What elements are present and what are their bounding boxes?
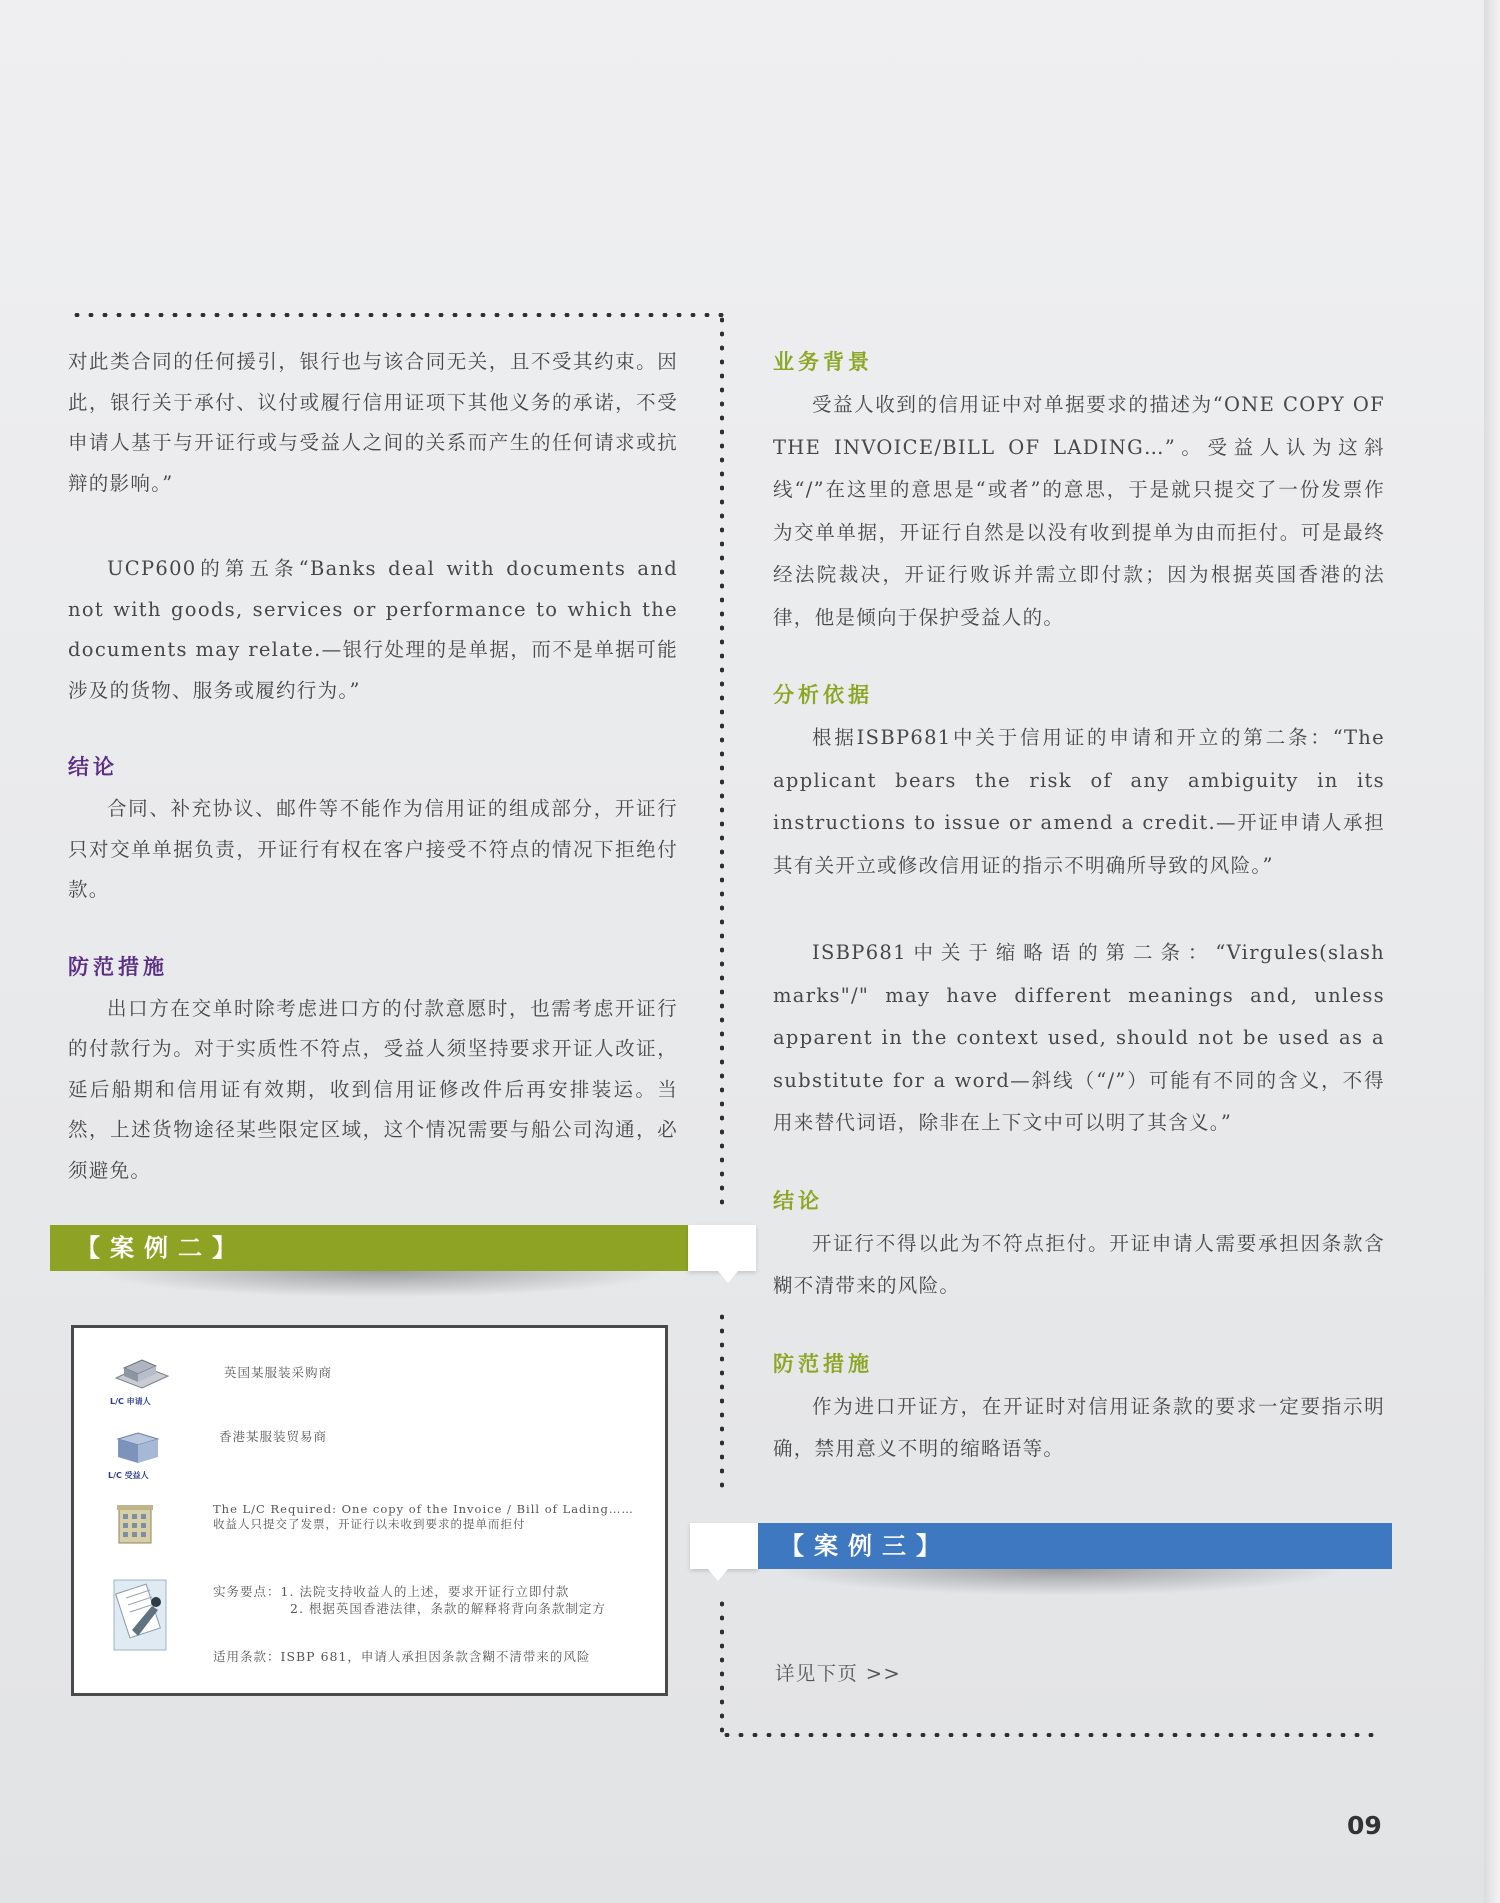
applicant-building-icon xyxy=(112,1356,170,1390)
case-three-banner-shadow xyxy=(780,1569,1340,1595)
case-two-banner: 【案例二】 xyxy=(50,1225,688,1271)
left-paragraph-1: 对此类合同的任何援引，银行也与该合同无关，且不受其约束。因此，银行关于承付、议付或履行信用证项下其他义务的承诺，不受申请人基于与开证行或与受益人之间的关系而产生的任何请求或抗辩的影响。” xyxy=(68,350,678,495)
bank-building-icon xyxy=(116,1503,154,1545)
diagram-row-lc-requirement-2: 收益人只提交了发票，开证行以未收到要求的提单而拒付 xyxy=(213,1517,526,1531)
right-basis-text-2: ISBP681中关于缩略语的第二条：“Virgules(slash marks"/" may have different meanings and, unless apparent in the context used, should not be used as a substitute for a word—斜线（“/”）可能有不同的含义，不得用来替代词语，除非在上下文中可以明了其含义。” xyxy=(773,941,1385,1134)
right-background-text: 受益人收到的信用证中对单据要求的描述为“ONE COPY OF THE INVOICE/BILL OF LADING…”。受益人认为这斜线“/”在这里的意思是“或者”的意思，于是就只提交了一份发票作为交单单据，开证行自然是以没有收到提单为由而拒付。可是最终经法院裁决，开证行败诉并需立即付款；因为根据英国香港的法律，他是倾向于保护受益人的。 xyxy=(773,393,1385,629)
right-basis-text-1: 根据ISBP681中关于信用证的申请和开立的第二条：“The applicant bears the risk of any ambiguity in its instructions to issue or amend a credit.—开证申请人承担其有关开立或修改信用证的指示不明确所导致的风险。” xyxy=(773,726,1385,877)
case-three-tab-pointer xyxy=(708,1569,728,1581)
center-dotted-divider-bottom xyxy=(720,1597,724,1737)
right-background-heading: 业务背景 xyxy=(773,350,873,374)
page-number: 09 xyxy=(1347,1811,1382,1840)
diagram-row-applicable-clause: 适用条款：ISBP 681，申请人承担因条款含糊不清带来的风险 xyxy=(213,1649,591,1664)
left-prevention-text: 出口方在交单时除考虑进口方的付款意愿时，也需考虑开证行的付款行为。对于实质性不符点，受益人须坚持要求开证人改证，延后船期和信用证有效期，收到信用证修改件后再安排装运。当然，上述货物途径某些限定区域，这个情况需要与船公司沟通，必须避免。 xyxy=(68,996,678,1182)
left-conclusion-text: 合同、补充协议、邮件等不能作为信用证的组成部分，开证行只对交单单据负责，开证行有权在客户接受不符点的情况下拒绝付款。 xyxy=(68,797,678,901)
top-dotted-rule xyxy=(70,313,724,317)
case-three-banner: 【案例三】 xyxy=(758,1523,1392,1569)
bottom-dotted-rule xyxy=(720,1733,1380,1737)
right-basis-heading: 分析依据 xyxy=(773,683,873,707)
diagram-row-lc-requirement-1: The L/C Required: One copy of the Invoice / Bill of Lading…… xyxy=(213,1502,634,1516)
center-dotted-divider-lower xyxy=(720,1310,724,1493)
beneficiary-building-icon xyxy=(114,1431,162,1465)
right-conclusion-heading: 结论 xyxy=(773,1188,823,1213)
diagram-row-beneficiary: 香港某服装贸易商 xyxy=(219,1429,328,1444)
case-two-tab-pointer xyxy=(718,1271,738,1283)
left-prevention-heading: 防范措施 xyxy=(68,954,168,979)
case-two-tab xyxy=(688,1225,756,1271)
document-stamp-icon xyxy=(112,1578,168,1652)
diagram-row-applicant: 英国某服装采购商 xyxy=(224,1365,333,1380)
right-prevention-heading: 防范措施 xyxy=(773,1351,873,1376)
page-edge xyxy=(1484,0,1500,1903)
right-conclusion-text: 开证行不得以此为不符点拒付。开证申请人需要承担因条款含糊不清带来的风险。 xyxy=(773,1231,1385,1297)
diagram-row-practice-point-1: 实务要点：1. 法院支持收益人的上述，要求开证行立即付款 xyxy=(213,1584,570,1599)
case-three-tab xyxy=(690,1523,758,1569)
case-two-banner-shadow xyxy=(100,1271,660,1297)
center-dotted-divider-upper xyxy=(720,313,724,1205)
left-column xyxy=(68,342,678,1191)
right-column xyxy=(773,342,1385,1471)
applicant-caption: L/C 申请人 xyxy=(110,1397,151,1406)
diagram-row-practice-point-2: 2. 根据英国香港法律，条款的解释将背向条款制定方 xyxy=(290,1601,606,1616)
left-paragraph-ucp600: UCP600的第五条“Banks deal with documents and not with goods, services or performance to which the documents may relate.—银行处理的是单据，而不是单据可能涉及的货物、服务或履约行为。” xyxy=(68,557,678,702)
see-next-page-link[interactable]: 详见下页 >> xyxy=(775,1662,901,1685)
right-prevention-text: 作为进口开证方，在开证时对信用证条款的要求一定要指示明确，禁用意义不明的缩略语等。 xyxy=(773,1394,1385,1460)
case-two-diagram xyxy=(71,1325,668,1696)
left-conclusion-heading: 结论 xyxy=(68,755,118,779)
beneficiary-caption: L/C 受益人 xyxy=(108,1471,149,1480)
